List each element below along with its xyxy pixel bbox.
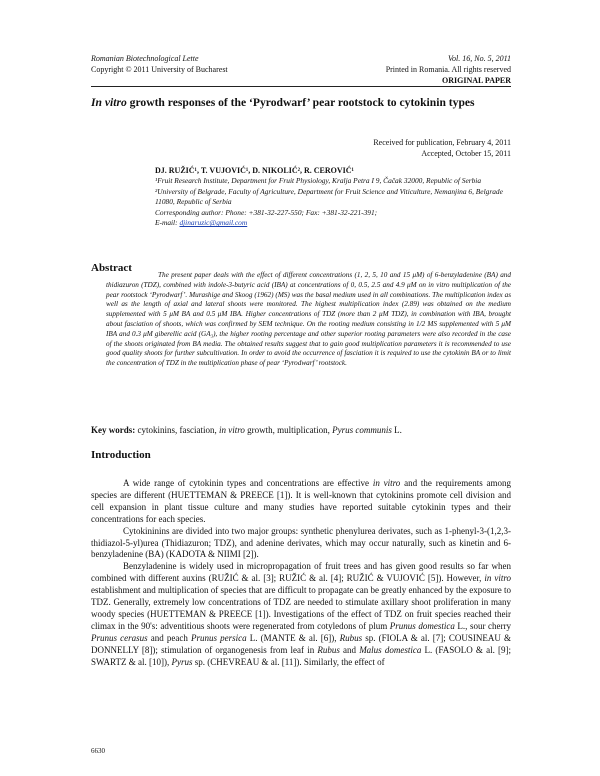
keywords-part: cytokinins, fasciation, — [135, 425, 219, 435]
abstract-text: The present paper deals with the effect of different concentrations (1, 2, 5, 10 and 15 μM) of 6-benzyladenine (BA) and thidiazuron (TDZ), combined with indole-3-butyric acid (IBA) at concentrations of 0, 0.5, 2.5 and 4.9 μM on in vitro multiplication of the pear rootstock ‘Pyrodwarf’. Murashige and Skoog (1962) (MS) was the basal medium used in all combinations. The multiplication index as well as the length of axial and lateral shoots were monitored. The highest multiplication index (2.89) was obtained on the medium supplemented with 5 μM BA and 0.5 μM IBA. Higher concentrations of TDZ (more than 2 μM TDZ), in combination with IBA, brought about fasciation of shoots, which was confirmed by SEM technique. On the rooting medium consisting in 1/2 MS supplemented with 5 μM IBA and 0.3 μM giberellic acid (GA₃), the higher rooting percentage and other superior rooting parameters were also recorded in the case of the shoots originated from BA media. The obtained results suggest that to gain good multiplication parameters it is recommended to use good quality shoots for further subcultivation. In order to avoid the occurrence of fasciation it is required to use the cytokinin BA or to limit the concentration of TDZ in the multiplication phase of pear ‘Pyrodwarf’ rootstock. — [106, 271, 511, 368]
intro-paragraph-1 — [91, 478, 511, 526]
page-number: 6630 — [91, 747, 105, 755]
introduction-body — [91, 478, 511, 669]
paper-title — [91, 95, 511, 110]
text-run: and peach — [147, 632, 191, 643]
volume-info: Vol. 16, No. 5, 2011 — [448, 54, 511, 63]
text-run: L., sour cherry — [454, 620, 511, 631]
intro-paragraph-3 — [91, 561, 511, 668]
text-run-italic: Malus domestica — [359, 644, 422, 655]
authors-block — [155, 165, 511, 229]
keywords-part: L. — [391, 425, 402, 435]
keywords-part: growth, multiplication, — [244, 425, 333, 435]
abstract-heading: Abstract — [91, 262, 132, 274]
header-right — [386, 53, 511, 86]
text-run-italic: Pyrus — [171, 656, 193, 667]
printed-info: Printed in Romania. All rights reserved — [385, 65, 511, 74]
email-line — [155, 218, 511, 229]
email-label: E-mail: — [155, 218, 180, 228]
accepted-date: Accepted, October 15, 2011 — [421, 149, 511, 158]
keywords-label: Key words: — [91, 425, 136, 435]
author-names: DJ. RUŽIĆ¹, T. VUJOVIĆ¹, D. NIKOLIĆ², R. CEROVIĆ¹ — [155, 166, 354, 175]
text-run-italic: in vitro — [484, 573, 511, 584]
text-run-italic: Rubus — [339, 632, 363, 643]
text-run: Benzyladenine is widely used in micropropagation of fruit trees and has given good results so far when combined with different auxins (RUŽIĆ & al. [3]; RUŽIĆ & al. [4]; RUŽIĆ & VUJOVIĆ [5]). However, — [91, 561, 511, 584]
text-run: A wide range of cytokinin types and concentrations are effective — [123, 478, 373, 488]
text-run-italic: Rubus — [317, 644, 340, 655]
text-run: L. (FASOLO & al. [9]; SWARTZ & al. [10]), — [91, 644, 511, 667]
text-run-italic: Prunus cerasus — [91, 632, 148, 643]
corresponding-author: Corresponding author: Phone: +381-32-227-550; Fax: +381-32-221-391; — [155, 207, 378, 217]
text-run: L. (MANTE & al. [6]), — [246, 632, 340, 643]
dates — [373, 137, 511, 159]
received-date: Received for publication, February 4, 2011 — [373, 138, 511, 147]
copyright: Copyright © 2011 University of Bucharest — [91, 65, 228, 74]
text-run-italic: in vitro — [372, 478, 401, 488]
text-run-italic: Prunus persica — [191, 632, 247, 643]
journal-name: Romanian Biotechnological Lette — [91, 54, 199, 63]
header-rule — [91, 86, 511, 87]
text-run: establishment and multiplication of species that are difficult to propagate can be greatly enhanced by the exposure to TDZ. Generally, extremely low concentrations of TDZ are needed to stimulate axillary shoot proliferation in many woody species (HUETTEMAN & PREECE [1]). Investigations of the effect of TDZ on fruit species reached their climax in the 90's: adventitious shoots were regenerated from cotyledons of plum — [91, 585, 511, 631]
intro-paragraph-2: Cytokininins are divided into two major groups: synthetic phenylurea derivates, such as 1-phenyl-3-(1,2,3-thidiazol-5-yl)urea (Thidiazuron; TDZ), and adenine derivates, which may occur naturally, such as kinetin and 6-benzyladenine (BA) (KADOTA & NIIMI [2]). — [91, 525, 511, 560]
title-italic: In vitro — [91, 96, 127, 109]
text-run: sp. (CHEVREAU & al. [11]). Similarly, the effect of — [192, 656, 385, 667]
affiliation-2: ²University of Belgrade, Faculty of Agriculture, Department for Fruit Science and Viticulture, Nemanjina 6, Belgrade 11080, Republic of Serbia — [155, 186, 503, 207]
affiliation-1: ¹Fruit Research Institute, Department for Fruit Physiology, Kralja Petra I 9, Čačak 32000, Republic of Serbia — [155, 176, 482, 185]
text-run-italic: Prunus domestica — [389, 620, 455, 631]
introduction-heading: Introduction — [91, 449, 151, 461]
text-run: sp. (FIOLA & al. [7]; COUSINEAU & DONNELLY [8]); stimulation of organogenesis from leaf in — [91, 632, 512, 655]
text-run: and the requirements among species are different (HUETTEMAN & PREECE [1]). It is well-known that cytokinins promote cell division and cell expansion in plant tissue culture and many studies have reported suitable cytokinin types and their concentrations for each species. — [91, 478, 512, 524]
keywords — [91, 424, 511, 436]
email-link[interactable]: djinaruzic@gmail.com — [179, 218, 248, 228]
paper-type: ORIGINAL PAPER — [442, 76, 511, 85]
title-rest: growth responses of the ‘Pyrodwarf’ pear rootstock to cytokinin types — [126, 96, 475, 109]
text-run: and — [339, 644, 360, 655]
keywords-italic: Pyrus communis — [332, 425, 392, 435]
keywords-italic: in vitro — [218, 425, 245, 435]
header-left — [91, 53, 228, 75]
